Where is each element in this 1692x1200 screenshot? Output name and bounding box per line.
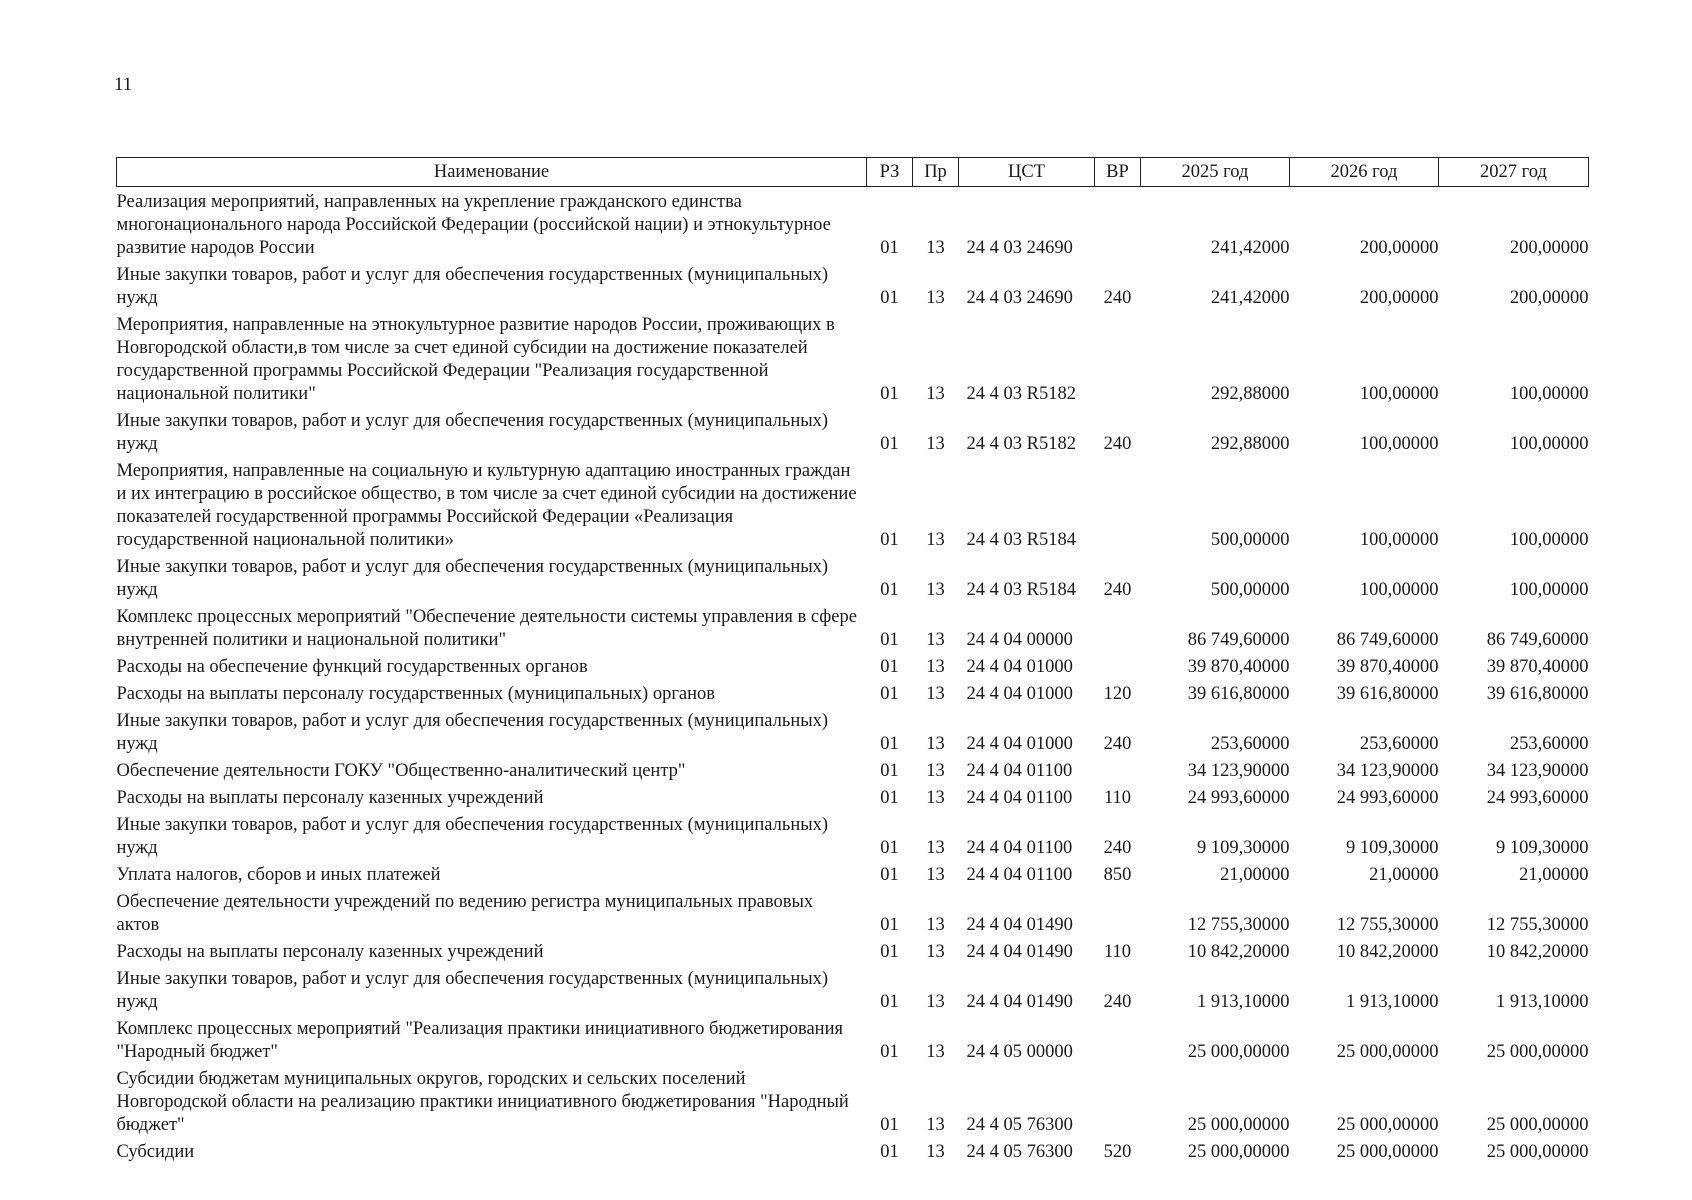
row-vr: 240 [1103,734,1132,754]
row-name: Мероприятия, направленные на этнокультурное развитие народов России, проживающих в Новгородской области,в том числе за счет единой субсидии на достижение показателей государственной программы Российской Федерации "Реализация государственной национальной политики" [116,315,835,404]
row-name: Обеспечение деятельности ГОКУ "Общественно-аналитический центр" [116,761,686,781]
table-row [117,887,1589,937]
row-2027: 86 749,60000 [1486,630,1589,650]
row-2026: 39 616,80000 [1336,684,1439,704]
table-row [117,964,1589,1014]
header-vr: ВР [1095,158,1141,187]
row-pr: 13 [926,384,945,404]
row-name: Расходы на выплаты персоналу государственных (муниципальных) органов [116,684,716,704]
row-name: Субсидии бюджетам муниципальных округов, городских и сельских поселений Новгородской области на реализацию практики инициативного бюджетирования "Народный бюджет" [116,1069,849,1135]
row-cst: 24 4 04 00000 [966,630,1073,650]
row-2027: 200,00000 [1509,238,1589,258]
row-rz: 01 [880,865,899,885]
row-pr: 13 [926,684,945,704]
row-vr [1095,1014,1141,1064]
row-2025: 24 993,60000 [1187,788,1290,808]
row-2026: 24 993,60000 [1336,788,1439,808]
row-2025: 10 842,20000 [1187,942,1290,962]
header-pr: Пр [913,158,959,187]
table-row [117,602,1589,652]
row-2025: 25 000,00000 [1187,1115,1290,1135]
row-name: Иные закупки товаров, работ и услуг для обеспечения государственных (муниципальных) нужд [116,265,829,308]
row-2025: 292,88000 [1210,384,1290,404]
row-pr: 13 [926,657,945,677]
table-row [117,756,1589,783]
table-row [117,406,1589,456]
row-cst: 24 4 03 R5182 [966,384,1076,404]
row-name: Уплата налогов, сборов и иных платежей [116,865,441,885]
row-cst: 24 4 04 01100 [966,838,1073,858]
row-rz: 01 [880,761,899,781]
row-2027: 25 000,00000 [1486,1042,1589,1062]
row-2025: 39 616,80000 [1187,684,1290,704]
table-row [117,552,1589,602]
table-row [117,706,1589,756]
row-2026: 25 000,00000 [1336,1142,1439,1162]
row-pr: 13 [926,734,945,754]
row-cst: 24 4 03 R5184 [966,530,1076,550]
header-2025: 2025 год [1141,158,1290,187]
row-2026: 25 000,00000 [1336,1115,1439,1135]
row-rz: 01 [880,288,899,308]
table-row [117,937,1589,964]
row-2026: 34 123,90000 [1336,761,1439,781]
row-2027: 200,00000 [1509,288,1589,308]
row-cst: 24 4 04 01000 [966,657,1073,677]
row-pr: 13 [926,630,945,650]
row-2025: 25 000,00000 [1187,1142,1290,1162]
row-vr [1095,310,1141,406]
row-name: Обеспечение деятельности учреждений по ведению регистра муниципальных правовых актов [116,892,814,935]
row-cst: 24 4 04 01490 [966,915,1073,935]
row-name: Комплекс процессных мероприятий "Реализация практики инициативного бюджетирования "Народный бюджет" [116,1019,843,1062]
table-body [117,187,1589,1165]
row-pr: 13 [926,942,945,962]
row-2025: 39 870,40000 [1187,657,1290,677]
row-name: Реализация мероприятий, направленных на укрепление гражданского единства многонационального народа Российской Федерации (российской нации) и этнокультурное развитие народов России [116,192,831,258]
row-2026: 1 913,10000 [1346,992,1439,1012]
row-vr [1095,1064,1141,1137]
row-pr: 13 [926,1142,945,1162]
row-cst: 24 4 05 76300 [966,1115,1073,1135]
row-rz: 01 [880,530,899,550]
row-cst: 24 4 05 76300 [966,1142,1073,1162]
row-2027: 34 123,90000 [1486,761,1589,781]
row-rz: 01 [880,684,899,704]
row-2025: 9 109,30000 [1197,838,1290,858]
row-name: Иные закупки товаров, работ и услуг для обеспечения государственных (муниципальных) нужд [116,969,829,1012]
row-2026: 86 749,60000 [1336,630,1439,650]
row-2027: 24 993,60000 [1486,788,1589,808]
row-name: Субсидии [116,1142,195,1162]
row-pr: 13 [926,288,945,308]
row-pr: 13 [926,915,945,935]
row-pr: 13 [926,1042,945,1062]
page-number: 11 [114,74,133,95]
row-vr [1095,187,1141,261]
row-vr: 240 [1103,288,1132,308]
row-cst: 24 4 03 R5184 [966,580,1076,600]
row-name: Иные закупки товаров, работ и услуг для обеспечения государственных (муниципальных) нужд [116,711,829,754]
row-2027: 21,00000 [1519,865,1589,885]
table-row [117,652,1589,679]
row-pr: 13 [926,1115,945,1135]
row-vr: 850 [1103,865,1132,885]
row-2025: 500,00000 [1210,530,1290,550]
row-rz: 01 [880,734,899,754]
row-rz: 01 [880,580,899,600]
row-vr: 240 [1103,434,1132,454]
row-2027: 100,00000 [1509,434,1589,454]
header-2027: 2027 год [1439,158,1589,187]
row-vr [1095,756,1141,783]
row-vr [1095,456,1141,552]
row-2025: 1 913,10000 [1197,992,1290,1012]
row-2026: 12 755,30000 [1336,915,1439,935]
row-name: Комплекс процессных мероприятий "Обеспечение деятельности системы управления в сфере внутренней политики и национальной политики" [116,607,857,650]
row-2025: 292,88000 [1210,434,1290,454]
row-vr: 110 [1103,942,1132,962]
table-row [117,1014,1589,1064]
row-name: Расходы на выплаты персоналу казенных учреждений [116,788,544,808]
row-cst: 24 4 04 01490 [966,992,1073,1012]
row-2027: 100,00000 [1509,384,1589,404]
row-2027: 39 616,80000 [1486,684,1589,704]
header-2026: 2026 год [1290,158,1439,187]
row-rz: 01 [880,238,899,258]
row-name: Иные закупки товаров, работ и услуг для обеспечения государственных (муниципальных) нужд [116,557,829,600]
row-rz: 01 [880,1042,899,1062]
table-row [117,310,1589,406]
row-rz: 01 [880,1142,899,1162]
header-name: Наименование [117,158,867,187]
row-rz: 01 [880,788,899,808]
row-pr: 13 [926,580,945,600]
row-2026: 10 842,20000 [1336,942,1439,962]
row-2027: 25 000,00000 [1486,1115,1589,1135]
row-pr: 13 [926,530,945,550]
row-pr: 13 [926,992,945,1012]
row-cst: 24 4 04 01000 [966,734,1073,754]
table-row [117,1064,1589,1137]
row-cst: 24 4 04 01490 [966,942,1073,962]
row-rz: 01 [880,630,899,650]
row-2025: 86 749,60000 [1187,630,1290,650]
row-2026: 25 000,00000 [1336,1042,1439,1062]
row-2025: 21,00000 [1220,865,1290,885]
header-rz: РЗ [867,158,913,187]
row-2026: 39 870,40000 [1336,657,1439,677]
table-row [117,783,1589,810]
row-vr: 120 [1103,684,1132,704]
budget-table [116,157,1589,1164]
table-row [117,456,1589,552]
table-row [117,260,1589,310]
row-vr: 520 [1103,1142,1132,1162]
row-cst: 24 4 04 01100 [966,761,1073,781]
row-pr: 13 [926,238,945,258]
row-cst: 24 4 03 24690 [966,238,1073,258]
row-2026: 100,00000 [1359,530,1439,550]
row-cst: 24 4 04 01000 [966,684,1073,704]
row-rz: 01 [880,838,899,858]
row-2025: 241,42000 [1210,238,1290,258]
row-2025: 253,60000 [1210,734,1290,754]
row-2026: 253,60000 [1359,734,1439,754]
row-vr: 240 [1103,992,1132,1012]
row-2025: 12 755,30000 [1187,915,1290,935]
row-pr: 13 [926,838,945,858]
table-row [117,187,1589,261]
table-row [117,810,1589,860]
row-rz: 01 [880,915,899,935]
row-cst: 24 4 03 R5182 [966,434,1076,454]
row-pr: 13 [926,788,945,808]
row-cst: 24 4 03 24690 [966,288,1073,308]
row-2026: 21,00000 [1369,865,1439,885]
row-2027: 39 870,40000 [1486,657,1589,677]
row-name: Иные закупки товаров, работ и услуг для обеспечения государственных (муниципальных) нужд [116,815,829,858]
row-name: Расходы на выплаты персоналу казенных учреждений [116,942,544,962]
row-2026: 100,00000 [1359,580,1439,600]
table-row [117,1137,1589,1164]
row-2025: 241,42000 [1210,288,1290,308]
row-2026: 9 109,30000 [1346,838,1439,858]
row-pr: 13 [926,761,945,781]
row-vr: 240 [1103,580,1132,600]
row-name: Иные закупки товаров, работ и услуг для обеспечения государственных (муниципальных) нужд [116,411,829,454]
row-vr: 240 [1103,838,1132,858]
row-2027: 253,60000 [1509,734,1589,754]
row-pr: 13 [926,434,945,454]
row-2026: 200,00000 [1359,288,1439,308]
row-vr [1095,602,1141,652]
row-2025: 25 000,00000 [1187,1042,1290,1062]
row-vr [1095,887,1141,937]
row-2026: 100,00000 [1359,434,1439,454]
header-cst: ЦСТ [959,158,1095,187]
row-name: Расходы на обеспечение функций государственных органов [116,657,588,677]
row-2026: 100,00000 [1359,384,1439,404]
row-pr: 13 [926,865,945,885]
row-2026: 200,00000 [1359,238,1439,258]
row-vr [1095,652,1141,679]
row-2025: 500,00000 [1210,580,1290,600]
row-rz: 01 [880,992,899,1012]
row-cst: 24 4 04 01100 [966,865,1073,885]
row-2027: 9 109,30000 [1496,838,1589,858]
header-row [117,158,1589,187]
row-rz: 01 [880,384,899,404]
row-2027: 100,00000 [1509,580,1589,600]
row-rz: 01 [880,434,899,454]
table-row [117,860,1589,887]
row-rz: 01 [880,942,899,962]
row-vr: 110 [1103,788,1132,808]
row-2027: 10 842,20000 [1486,942,1589,962]
row-2027: 25 000,00000 [1486,1142,1589,1162]
row-rz: 01 [880,1115,899,1135]
row-2027: 1 913,10000 [1496,992,1589,1012]
row-rz: 01 [880,657,899,677]
row-cst: 24 4 04 01100 [966,788,1073,808]
row-2027: 100,00000 [1509,530,1589,550]
table-row [117,679,1589,706]
row-cst: 24 4 05 00000 [966,1042,1073,1062]
row-2025: 34 123,90000 [1187,761,1290,781]
row-name: Мероприятия, направленные на социальную и культурную адаптацию иностранных граждан и их интеграцию в российское общество, в том числе за счет единой субсидии на достижение показателей государственной программы Российской Федерации «Реализация государственной национальной политики» [116,461,857,550]
row-2027: 12 755,30000 [1486,915,1589,935]
